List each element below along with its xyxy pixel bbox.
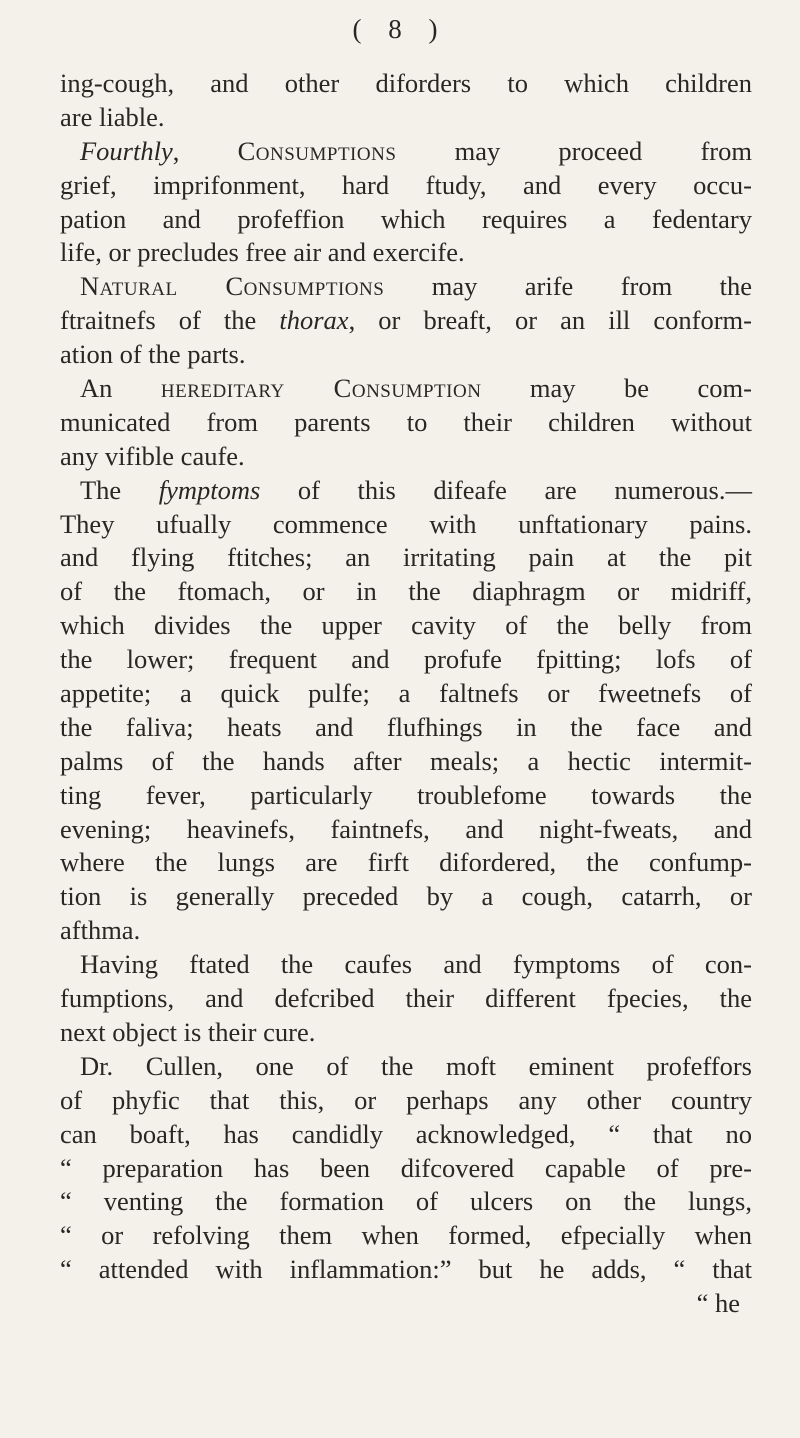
text-line: grief, imprifonment, hard ftudy, and every occu- <box>60 169 752 200</box>
text-line: “ attended with inflammation:” but he adds, “ that <box>60 1254 752 1285</box>
text-line: pation and profeffion which requires a fedentary <box>60 203 752 234</box>
text-line: evening; heavinefs, faintnefs, and night-fweats, and <box>60 813 752 844</box>
text-line: the lower; frequent and profufe fpitting; lofs of <box>60 644 752 675</box>
text-line <box>60 372 752 406</box>
text-line: fumptions, and defcribed their different fpecies, the <box>60 983 752 1014</box>
text-segment: of this difeafe are numerous.— <box>260 474 753 505</box>
text-line: appetite; a quick pulfe; a faltnefs or fweetnefs of <box>60 678 752 709</box>
text-line: and flying ftitches; an irritating pain at the pit <box>60 542 752 573</box>
text-line <box>60 270 752 304</box>
text-segment: may be com- <box>481 373 752 404</box>
text-line: palms of the hands after meals; a hectic intermit- <box>60 745 752 776</box>
text-segment: The <box>80 474 159 505</box>
text-line: any vifible caufe. <box>60 440 245 471</box>
text-segment: Natural Consumptions <box>80 271 385 302</box>
text-line: tion is generally preceded by a cough, catarrh, or <box>60 881 752 912</box>
text-segment: An <box>80 373 161 404</box>
text-segment: fymptoms <box>158 474 261 505</box>
text-segment: may arife from the <box>384 271 753 302</box>
text-line <box>60 135 752 169</box>
text-line: are liable. <box>60 101 165 132</box>
text-segment: Fourthly <box>80 135 173 166</box>
text-line: can boaft, has candidly acknowledged, “ that no <box>60 1118 752 1149</box>
body-text <box>60 67 752 1321</box>
text-line: “ or refolving them when formed, efpecially when <box>60 1220 752 1251</box>
text-line: They ufually commence with unftationary pains. <box>60 508 752 539</box>
text-line <box>60 474 752 508</box>
text-line: ing-cough, and other diforders to which children <box>60 68 752 98</box>
text-segment: Consumptions <box>237 135 397 166</box>
text-line: where the lungs are firft difordered, the confump- <box>60 847 752 878</box>
text-line <box>60 304 752 338</box>
text-line: of the ftomach, or in the diaphragm or midriff, <box>60 576 752 607</box>
text-line: “ preparation has been difcovered capable of pre- <box>60 1152 752 1183</box>
text-segment: ftraitnefs of the <box>60 305 280 336</box>
text-segment: hereditary Consumption <box>160 373 482 404</box>
text-line: ation of the parts. <box>60 339 246 370</box>
text-line: municated from parents to their children without <box>60 406 752 437</box>
text-line: afthma. <box>60 915 141 946</box>
text-segment: , <box>172 135 238 166</box>
text-line: which divides the upper cavity of the belly from <box>60 610 752 641</box>
text-line: Dr. Cullen, one of the moft eminent profeffors <box>80 1050 752 1081</box>
text-line: “ he <box>696 1288 740 1319</box>
text-segment: thorax <box>279 305 349 336</box>
text-line: of phyfic that this, or perhaps any other country <box>60 1084 752 1115</box>
text-line: life, or precludes free air and exercife. <box>60 237 465 268</box>
text-line: ting fever, particularly troublefome towards the <box>60 779 752 810</box>
text-line: Having ftated the caufes and fymptoms of con- <box>80 949 752 980</box>
text-line: “ venting the formation of ulcers on the lungs, <box>60 1186 752 1217</box>
text-line: the faliva; heats and flufhings in the face and <box>60 711 752 742</box>
text-line: next object is their cure. <box>60 1016 316 1047</box>
page-number: ( 8 ) <box>352 14 448 44</box>
text-segment: may proceed from <box>396 135 752 166</box>
text-segment: , or breaft, or an ill conform- <box>348 305 752 336</box>
